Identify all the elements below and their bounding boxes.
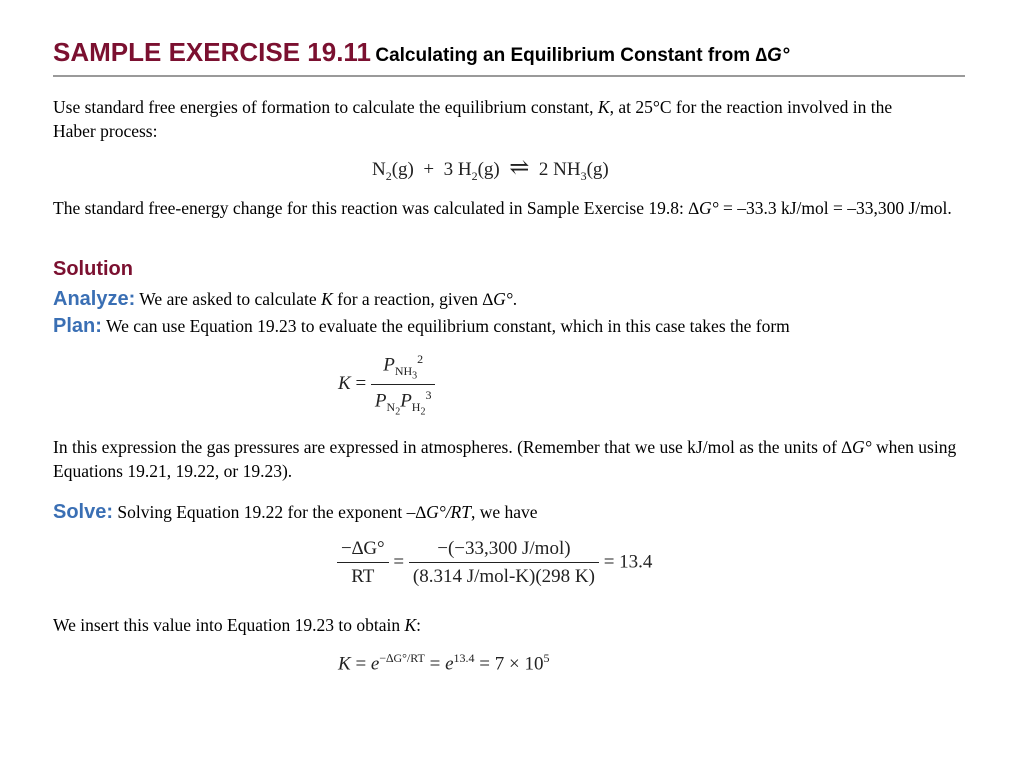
exponent-calculation-equation: $\frac{-\Delta G^\circ}{RT}$ = $\frac{\text{−(−33,300 J/mol)}}{\text{(8.314 J/mol-K)(298 K)}}$ = 13.4 — [337, 538, 652, 588]
k-expression-fraction: $\frac{P_{NH_3}^2}{P_{N_2}P_{H_2}^3}$ — [371, 352, 436, 417]
exercise-number: SAMPLE EXERCISE 19.11 — [53, 37, 371, 67]
solve-label: Solve: — [53, 501, 114, 523]
exponent-result: 13.4 — [619, 551, 653, 573]
solve-line: Solve: Solving Equation 19.22 for the exponent –∆G°/RT, we have — [53, 501, 538, 523]
k-expression-equation: K = $\frac{P_{NH_3}^2}{P_{N_2}P_{H_2}^3}$ — [338, 352, 435, 417]
pressures-note-paragraph: In this expression the gas pressures are expressed in atmospheres. (Remember that we use kJ/mol as the units of ∆G° when using Equations 19.21, 19.22, or 19.23). — [53, 437, 957, 481]
k-result-equation: $K = e^{-\Delta G^\circ/RT} = e^{13.4} = 7 \times 10^5$ — [338, 651, 550, 675]
slide-title — [53, 37, 789, 68]
intro-paragraph: Use standard free energies of formation to calculate the equilibrium constant, K, at 25°C for the reaction involved in the Haber process: — [53, 97, 893, 141]
insert-line: We insert this value into Equation 19.23 to obtain K: — [53, 615, 422, 635]
analyze-line: Analyze: We are asked to calculate K for a reaction, given ∆G°. — [53, 288, 518, 310]
exponent-rhs-fraction: $\frac{\text{−(−33,300 J/mol)}}{\text{(8.314 J/mol-K)(298 K)}}$ — [409, 538, 599, 588]
exercise-subtitle: Calculating an Equilibrium Constant from ∆G° — [375, 45, 790, 66]
equilibrium-arrow-icon: ⇌ — [509, 155, 530, 181]
plan-label: Plan: — [53, 315, 102, 337]
analyze-label: Analyze: — [53, 288, 136, 310]
given-paragraph: The standard free-energy change for this reaction was calculated in Sample Exercise 19.8: ∆G° = –33.3 kJ/mol = –33,300 J/mol. — [53, 198, 952, 218]
title-divider — [53, 75, 965, 77]
plan-line: Plan: We can use Equation 19.23 to evaluate the equilibrium constant, which in this case takes the form — [53, 315, 790, 337]
solution-heading: Solution — [53, 258, 133, 280]
haber-reaction-equation: $N_2(g) + 3$ $H_2(g)$ ⇌ 2 $NH_3(g)$ — [372, 155, 609, 183]
exponent-lhs-fraction: $\frac{-\Delta G^\circ}{RT}$ — [337, 538, 389, 588]
